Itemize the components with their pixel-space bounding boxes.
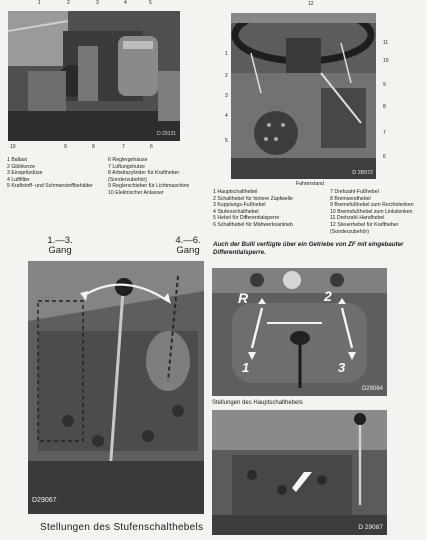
engine-photo-stamp: D 29131 (157, 131, 176, 137)
engine-callout-bottom-6: 6 (150, 144, 153, 150)
bottom-right-photo (212, 410, 387, 535)
fahrerstand-item: 8 Bremsendhebel (330, 195, 371, 202)
stufenschalthebel-photo-stamp: D29067 (32, 497, 57, 504)
stand-callout-right-10: 10 (383, 58, 389, 64)
driver-stand-photo (231, 13, 376, 179)
engine-callout-top-1: 1 (38, 0, 41, 6)
gang-label-1-3: 1.—3. Gang (47, 235, 73, 256)
stufenschalthebel-caption: Stellungen des Stufenschalthebels (40, 522, 204, 533)
fahrerstand-item: 11 Drehzahl-Handhebel (330, 215, 385, 222)
stand-callout-left-2: 2 (225, 73, 228, 79)
engine-legend-item: 7 Lüftungshutze (108, 163, 145, 170)
bottom-right-photo-stamp: D 29087 (358, 524, 383, 531)
fahrerstand-item: 9 Bremsfußhebel zum Rechtslenken (330, 202, 414, 209)
fahrerstand-item: 4 Stufenschalthebel (213, 208, 259, 215)
hauptschalthebel-photo (212, 268, 387, 396)
bulli-note: Auch der Bulli verfügte über ein Getriebe von ZF mit eingebauter Differentialsperre. (213, 241, 404, 256)
fahrerstand-item: 2 Schalthebel für hintere Zapfwelle (213, 195, 293, 202)
driver-stand-photo-stamp: D 28972 (352, 170, 373, 176)
gang-label-4-6: 4.—6. Gang (175, 235, 201, 256)
engine-callout-bottom-8: 8 (92, 144, 95, 150)
engine-legend-left (7, 157, 93, 190)
engine-callout-bottom-10: 10 (10, 144, 16, 150)
engine-callout-bottom-7: 7 (122, 144, 125, 150)
fahrerstand-item: 12 Steuerhebel für Kraftheber (Sonderzubehör) (330, 221, 399, 235)
stand-callout-right-9: 9 (383, 82, 386, 88)
stufenschalthebel-photo (28, 261, 204, 514)
fahrerstand-item: 1 Hauptschalthebel (213, 189, 258, 195)
stand-callout-right-6: 6 (383, 154, 386, 160)
stand-callout-12: 12 (308, 1, 314, 7)
fahrerstand-legend-right (330, 189, 422, 235)
fahrerstand-item: 10 Bremsfußhebel zum Linkslenken (330, 208, 413, 215)
engine-legend-right (108, 157, 208, 197)
fahrerstand-item: 7 Drehzahl-Fußhebel (330, 189, 379, 195)
engine-legend-item: 5 Kraftstoff- und Schmierstoffbehälter (7, 183, 93, 190)
stand-callout-right-8: 8 (383, 104, 386, 110)
engine-callout-bottom-9: 9 (64, 144, 67, 150)
shift-label-2: 2 (324, 288, 332, 304)
fahrerstand-legend-left (213, 189, 293, 229)
stand-callout-left-3: 3 (225, 93, 228, 99)
engine-photo (8, 11, 180, 141)
fahrerstand-item: 3 Kupplungs-Fußhebel (213, 202, 266, 209)
hauptschalthebel-caption: Stellungen des Hauptschalthebels (212, 400, 303, 406)
engine-legend-item: 10 Elektrischer Anlasser (108, 189, 164, 196)
engine-legend-item: 9 Reglerschieber für Lichtmaschine (108, 183, 190, 190)
fahrerstand-title: Fahrerstand (296, 181, 324, 187)
engine-callout-top-5: 5 (149, 0, 152, 6)
engine-callout-top-2: 2 (67, 0, 70, 6)
engine-legend-item: 1 Ballast (7, 157, 27, 163)
stand-callout-right-11: 11 (383, 40, 389, 46)
fahrerstand-item: 5 Hebel für Differentialsperre (213, 215, 280, 222)
engine-legend-item: 6 Reglergehäuse (108, 157, 148, 163)
shift-label-r: R (238, 290, 249, 306)
engine-callout-top-4: 4 (124, 0, 127, 6)
hauptschalthebel-photo-stamp: D29064 (361, 386, 383, 392)
shift-label-1: 1 (242, 360, 250, 375)
shift-label-3: 3 (338, 360, 346, 375)
stand-callout-right-7: 7 (383, 130, 386, 136)
stand-callout-left-4: 4 (225, 113, 228, 119)
engine-legend-item: 4 Luftfilter (7, 176, 30, 183)
engine-legend-item: 8 Arbeitszylinder für Kraftheber (Sonderzubehör) (108, 170, 180, 183)
engine-legend-item: 3 Einspritzdüse (7, 170, 43, 177)
fahrerstand-item: 6 Schalthebel für Mähwerksantrieb (213, 221, 293, 228)
engine-legend-item: 2 Glühkerze (7, 163, 35, 170)
stand-callout-left-5: 5 (225, 138, 228, 144)
engine-callout-top-3: 3 (96, 0, 99, 6)
stand-callout-left-1: 1 (225, 51, 228, 57)
